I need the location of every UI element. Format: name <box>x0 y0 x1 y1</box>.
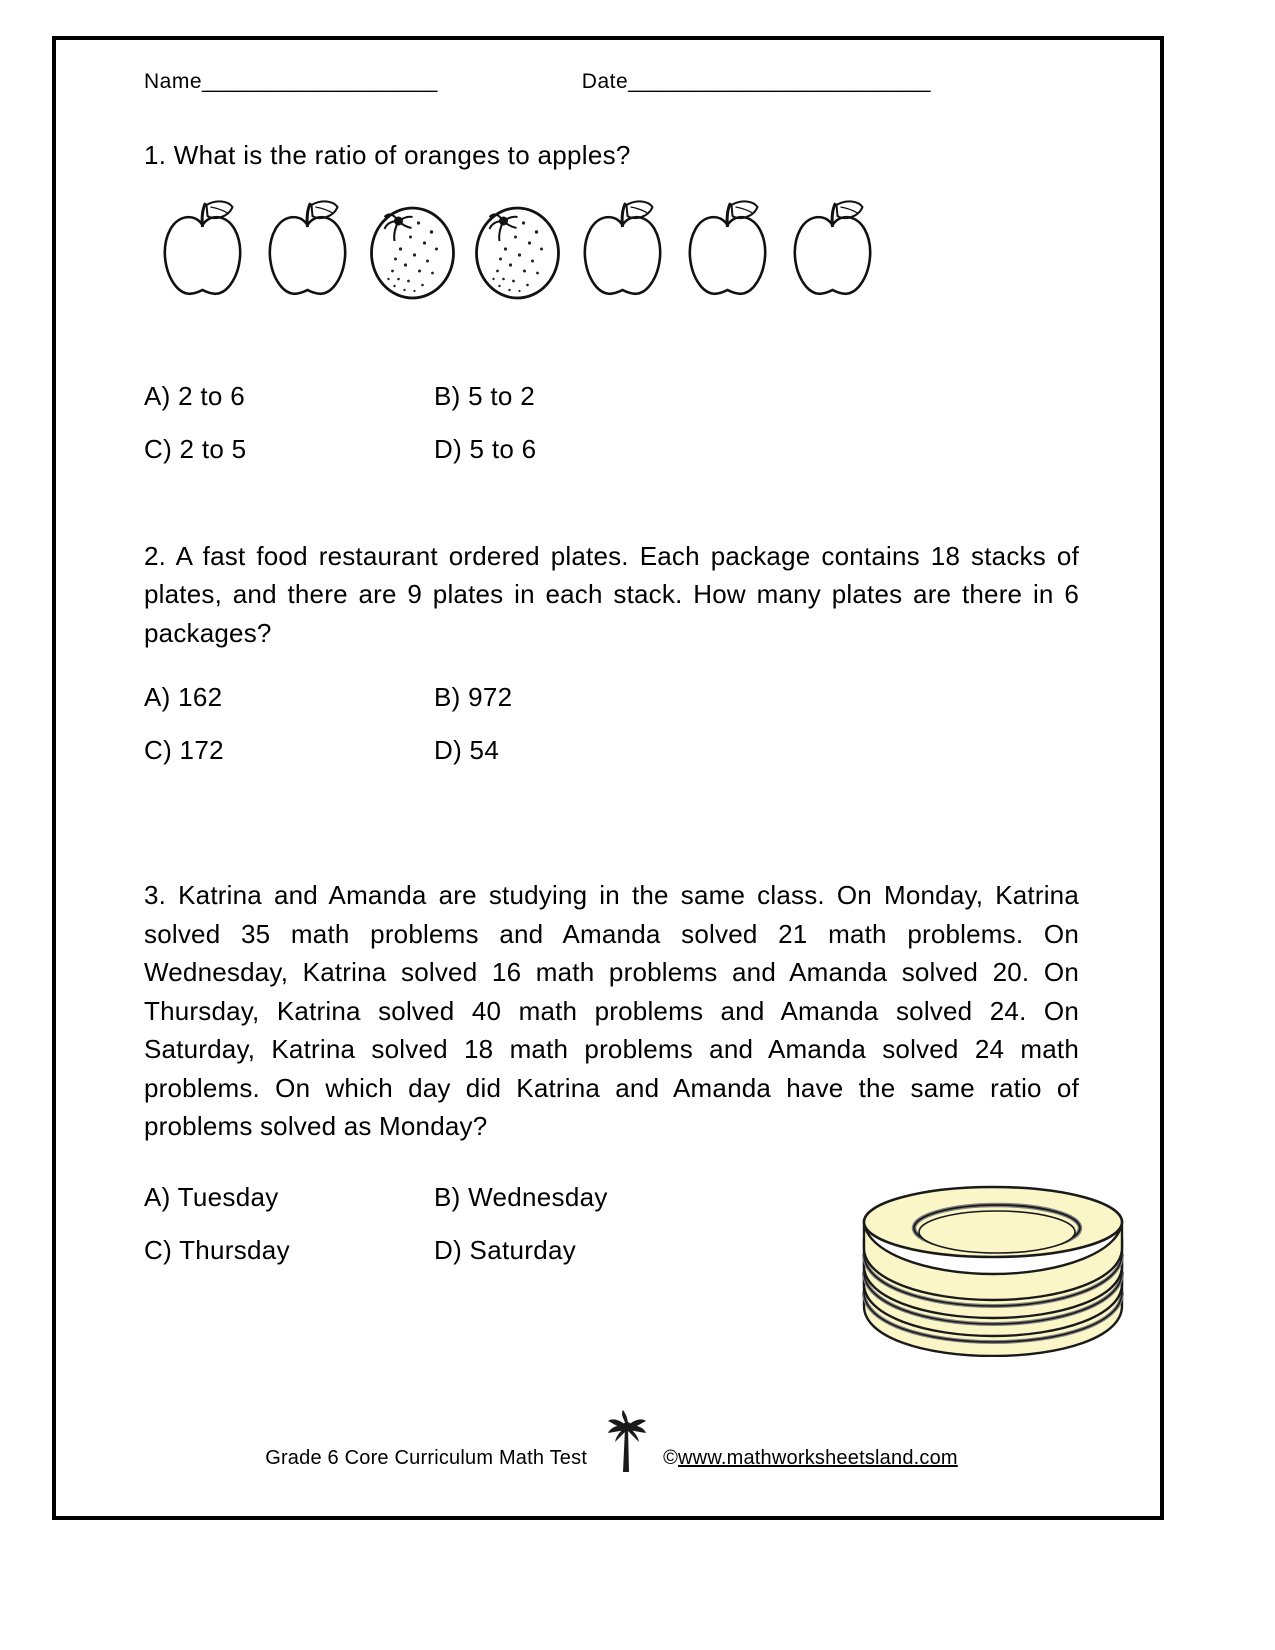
choice-row <box>144 434 1079 465</box>
question-2-prompt: 2. A fast food restaurant ordered plates. Each package contains 18 stacks of plates, and there are 9 plates in each stack. How many plates are there in 6 packages? <box>144 541 1079 648</box>
choice-1-c[interactable]: C) 2 to 5 <box>144 434 247 464</box>
question-2-plate-stack-illustration <box>856 1182 1131 1357</box>
apple-icon <box>782 191 883 303</box>
palm-tree-icon <box>601 1410 653 1472</box>
choice-row <box>144 381 1079 412</box>
plate-stack-icon <box>856 1182 1131 1357</box>
worksheet-content <box>144 70 1079 1490</box>
worksheet-page-border <box>52 36 1164 1520</box>
name-write-in-line[interactable]: _____________________ <box>202 70 437 93</box>
question-1-fruit-illustration <box>144 185 1079 303</box>
choice-1-b[interactable]: B) 5 to 2 <box>434 381 535 411</box>
choice-row <box>144 735 1079 766</box>
name-date-header <box>144 70 1079 110</box>
choice-row <box>144 682 1079 713</box>
choice-2-a[interactable]: A) 162 <box>144 682 223 713</box>
question-1-choices <box>144 381 1079 465</box>
choice-3-c[interactable]: C) Thursday <box>144 1234 290 1265</box>
orange-icon <box>362 191 463 303</box>
footer-title: Grade 6 Core Curriculum Math Test <box>265 1447 588 1469</box>
orange-icon <box>467 191 568 303</box>
choice-3-d[interactable]: D) Saturday <box>434 1234 577 1265</box>
apple-icon <box>152 191 253 303</box>
choice-2-d[interactable]: D) 54 <box>434 735 500 766</box>
question-1 <box>144 140 1079 465</box>
choice-1-d[interactable]: D) 5 to 6 <box>434 434 537 464</box>
question-3-prompt: 3. Katrina and Amanda are studying in the same class. On Monday, Katrina solved 35 math problems and Amanda solved 21 math problems. On Wednesday, Katrina solved 16 math problems and Amanda solved 20. On Thursday, Katrina solved 40 math problems and Amanda solved 24. On Saturday, Katrina solved 18 math problems and Amanda solved 24 math problems. On which day did Katrina and Amanda have the same ratio of problems solved as Monday? <box>144 880 1079 1142</box>
name-label: Name <box>144 70 203 93</box>
choice-2-b[interactable]: B) 972 <box>434 682 513 713</box>
apple-icon <box>572 191 673 303</box>
choice-2-c[interactable]: C) 172 <box>144 735 224 766</box>
name-field-group <box>144 70 437 94</box>
date-write-in-line[interactable]: ___________________________ <box>628 70 930 93</box>
question-2 <box>144 537 1079 766</box>
question-1-prompt: 1. What is the ratio of oranges to apples? <box>144 140 631 170</box>
choice-3-a[interactable]: A) Tuesday <box>144 1181 279 1212</box>
choice-1-a[interactable]: A) 2 to 6 <box>144 381 245 411</box>
apple-icon <box>677 191 778 303</box>
date-label: Date <box>581 70 629 93</box>
question-2-choices <box>144 682 1079 766</box>
copyright-symbol: © <box>663 1447 679 1469</box>
date-field-group <box>582 70 930 94</box>
page-footer <box>144 1410 1079 1472</box>
choice-3-b[interactable]: B) Wednesday <box>434 1181 608 1212</box>
mathworksheetsland-link[interactable]: www.mathworksheetsland.com <box>678 1447 958 1469</box>
apple-icon <box>257 191 358 303</box>
